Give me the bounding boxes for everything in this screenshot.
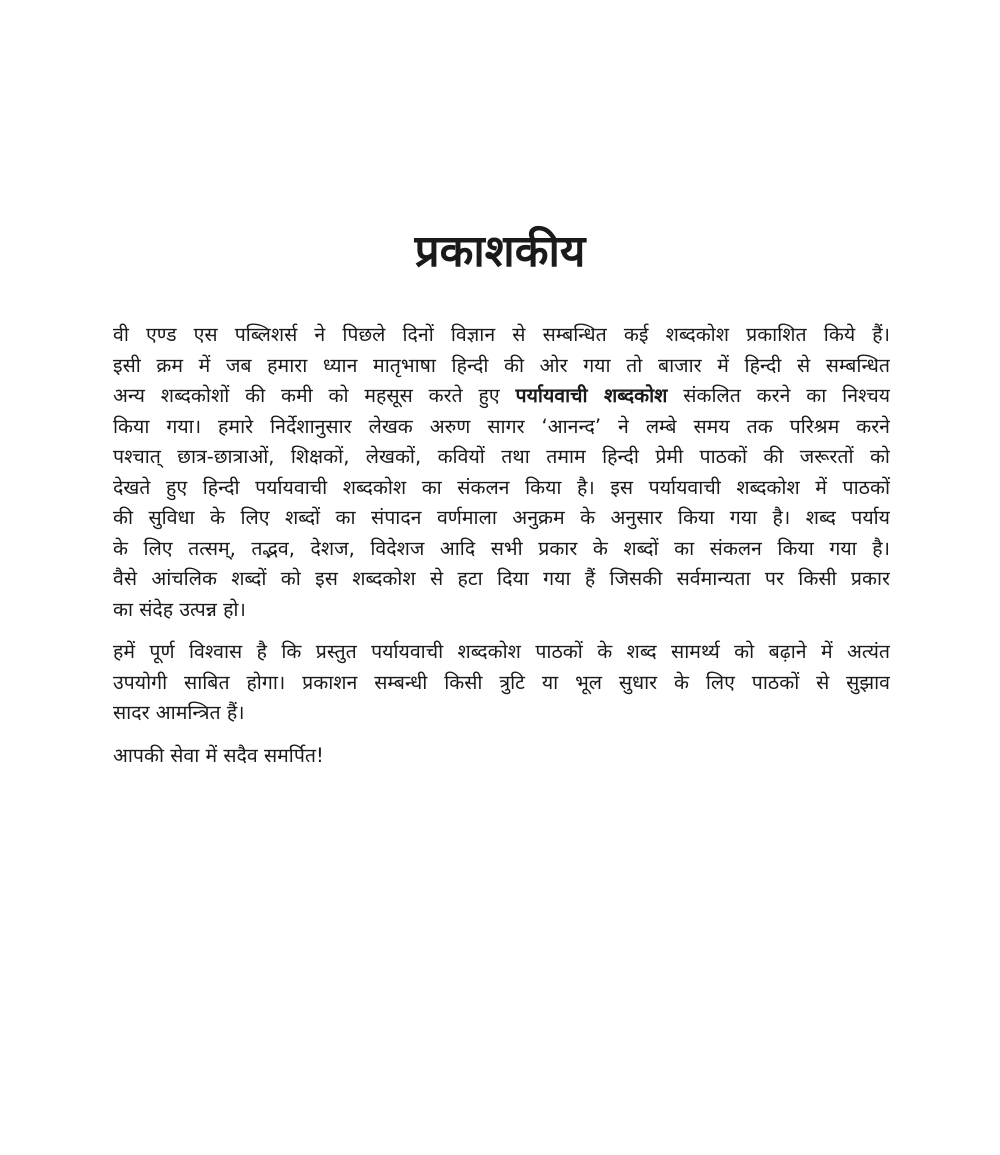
text-line: की सुविधा के लिए शब्दों का संपादन वर्णमाला अनुक्रम के अनुसार किया गया है। शब्द पर्याय: [113, 506, 890, 529]
text-line-with-bold: [113, 381, 890, 412]
closing-line: [113, 741, 890, 772]
text-line: सादर आमन्त्रित हैं।: [113, 701, 245, 724]
text-line-suffix: संकलित करने का निश्चय: [683, 384, 890, 407]
text-line: का संदेह उत्पन्न हो।: [113, 597, 246, 621]
text-line: वैसे आंचलिक शब्दों को इस शब्दकोश से हटा दिया गया हैं जिसकी सर्वमान्यता पर किसी प्रकार: [113, 567, 890, 590]
text-line: उपयोगी साबित होगा। प्रकाशन सम्बन्धी किसी त्रुटि या भूल सुधार के लिए पाठकों से सुझाव: [113, 670, 890, 694]
text-line: आपकी सेवा में सदैव समर्पित!: [113, 743, 324, 767]
page-title: प्रकाशकीय: [414, 226, 586, 277]
text-line: पश्चात् छात्र-छात्राओं, शिक्षकों, लेखकों, कवियों तथा तमाम हिन्दी प्रेमी पाठकों की जरूरतों को: [113, 445, 890, 468]
text-line: किया गया। हमारे निर्देशानुसार लेखक अरुण सागर ‘आनन्द’ ने लम्बे समय तक परिश्रम करने: [113, 414, 890, 438]
text-line: के लिए तत्सम्, तद्भव, देशज, विदेशज आदि सभी प्रकार के शब्दों का संकलन किया गया है।: [113, 536, 890, 560]
paragraph-1: [113, 320, 890, 625]
paragraph-2: [113, 637, 890, 729]
document-body: [113, 320, 890, 771]
text-line: देखते हुए हिन्दी पर्यायवाची शब्दकोश का संकलन किया है। इस पर्यायवाची शब्दकोश में पाठकों: [113, 475, 890, 499]
text-line: वी एण्ड एस पब्लिशर्स ने पिछले दिनों विज्ञान से सम्बन्धित कई शब्दकोश प्रकाशित किये हैं।: [113, 323, 890, 346]
text-line-prefix: अन्य शब्दकोशों की कमी को महसूस करते हुए: [113, 384, 500, 407]
text-line: हमें पूर्ण विश्वास है कि प्रस्तुत पर्यायवाची शब्दकोश पाठकों के शब्द सामर्थ्य को बढ़ाने में अत्यंत: [113, 640, 890, 663]
text-line: इसी क्रम में जब हमारा ध्यान मातृभाषा हिन्दी की ओर गया तो बाजार में हिन्दी से सम्बन्धित: [113, 353, 890, 377]
bold-book-name: पर्यायवाची शब्दकोश: [515, 384, 668, 407]
